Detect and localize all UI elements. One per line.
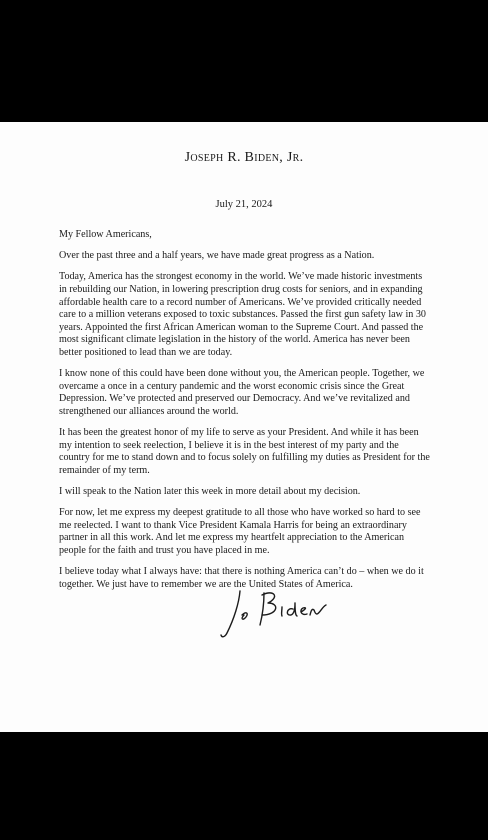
- paragraph: For now, let me express my deepest gratitude to all those who have worked so hard to see me reelected. I want to thank Vice President Kamala Harris for being an extraordinary partner in all this work. And let me express my heartfelt appreciation to the American people for the faith and trust you have placed in me.: [59, 507, 421, 557]
- paragraph: I know none of this could have been done without you, the American people. Together, we overcame a once in a century pandemic and the worst economic crisis since the Great Depression. We’ve protected and preserved our Democracy. And we’ve revitalized and strengthened our alliances around the world.: [59, 368, 425, 417]
- letterhead: Joseph R. Biden, Jr.: [184, 150, 304, 165]
- paragraph: Over the past three and a half years, we have made great progress as a Nation.: [59, 250, 375, 262]
- paragraph: Today, America has the strongest economy in the world. We’ve made historic investments in rebuilding our Nation, in lowering prescription drug costs for seniors, and in expanding affordable health care to a record number of Americans. We’ve provided critically needed care to a million veterans exposed to toxic substances. Passed the first gun safety law in 30 years. Appointed the first African American woman to the Supreme Court. And passed the most significant climate legislation in the history of the world. America has never been better positioned to lead than we are today.: [59, 271, 426, 358]
- paragraph: It has been the greatest honor of my life to serve as your President. And while it has been my intention to seek reelection, I believe it is in the best interest of my party and the country for me to stand down and to focus solely on fulfilling my duties as President for the remainder of my term.: [59, 427, 430, 476]
- handwritten-signature: [218, 585, 348, 645]
- salutation: My Fellow Americans,: [59, 229, 152, 240]
- letter-page: [0, 122, 488, 732]
- letter-date: July 21, 2024: [215, 199, 273, 210]
- paragraph: I believe today what I always have: that there is nothing America can’t do – when we do it together. We just have to remember we are the United States of America.: [59, 566, 424, 590]
- paragraph: I will speak to the Nation later this week in more detail about my decision.: [59, 486, 361, 498]
- letter-body: [59, 229, 431, 600]
